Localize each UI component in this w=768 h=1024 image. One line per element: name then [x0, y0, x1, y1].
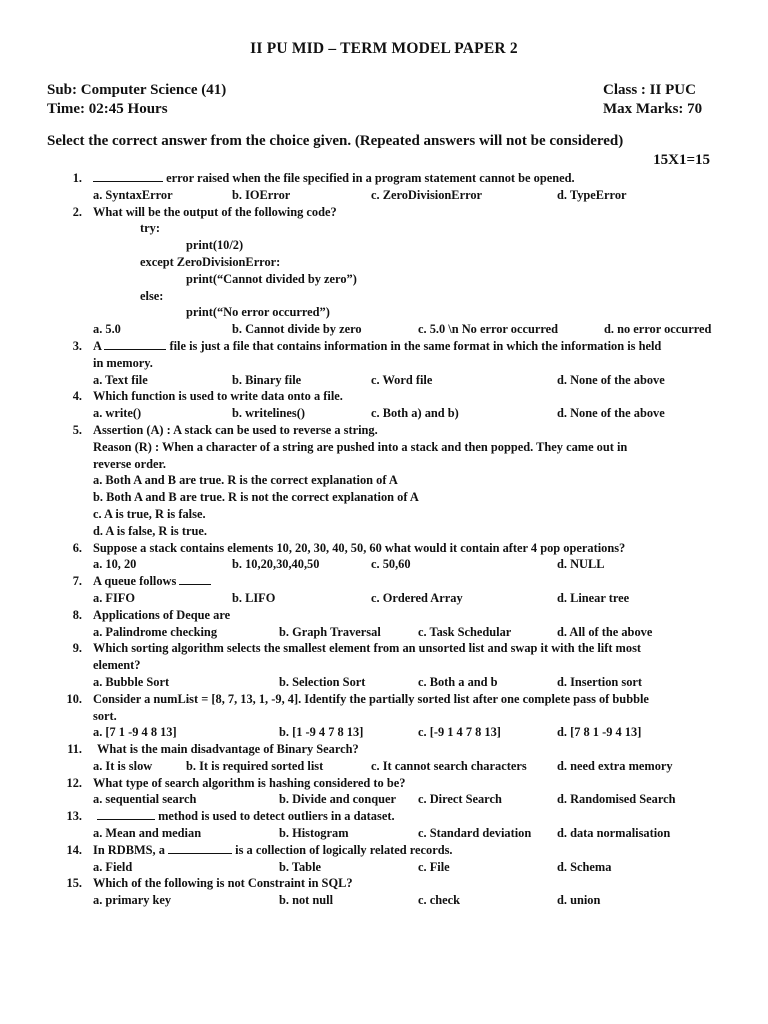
question-9 — [0, 640, 768, 690]
question-number: 1. — [72, 171, 82, 185]
option-d: d. [7 8 1 -9 4 13] — [557, 725, 642, 740]
option-d: d. Randomised Search — [557, 792, 676, 807]
option-c: c. Standard deviation — [418, 826, 532, 841]
question-13 — [0, 808, 768, 842]
question-7 — [0, 573, 768, 607]
question-number: 10. — [66, 691, 82, 706]
question-text: Which of the following is not Constraint in SQL? — [93, 876, 353, 891]
option-d: d. Insertion sort — [557, 674, 643, 689]
question-text: What will be the output of the following code? — [93, 204, 337, 219]
question-5 — [0, 422, 768, 540]
question-number: 9. — [72, 641, 82, 656]
class-label: Class : II PUC — [603, 82, 696, 98]
question-number: 12. — [66, 775, 82, 790]
question-number: 15. — [66, 876, 82, 891]
subject-label: Sub: Computer Science (41) — [47, 82, 227, 98]
question-2 — [0, 204, 768, 338]
option-c: c. Both a) and b) — [371, 406, 459, 421]
option-d: d. data normalisation — [557, 826, 671, 841]
option-b: b. Both A and B are true. R is not the correct explanation of A — [93, 490, 419, 505]
answer-blank — [168, 842, 232, 854]
option-a: a. Field — [93, 859, 133, 874]
answer-blank — [104, 338, 166, 350]
question-text: What is the main disadvantage of Binary Search? — [97, 742, 359, 757]
code-line: else: — [140, 288, 164, 303]
option-a: a. Mean and median — [93, 826, 202, 841]
option-c: c. A is true, R is false. — [93, 506, 206, 521]
question-8 — [0, 607, 768, 641]
option-b: b. Divide and conquer — [279, 792, 397, 807]
option-a: a. sequential search — [93, 792, 197, 807]
code-line: try: — [140, 221, 160, 236]
answer-blank — [179, 573, 211, 585]
option-b: b. [1 -9 4 7 8 13] — [279, 725, 364, 740]
option-b: b. Graph Traversal — [279, 624, 381, 639]
option-d: d. Linear tree — [557, 590, 630, 605]
option-c: c. ZeroDivisionError — [371, 187, 483, 202]
option-a: a. 10, 20 — [93, 557, 137, 572]
option-a: a. SyntaxError — [93, 187, 173, 202]
option-c: c. [-9 1 4 7 8 13] — [418, 725, 501, 740]
question-text-continued: in memory. — [93, 355, 153, 370]
option-c: c. Task Schedular — [418, 624, 512, 639]
question-number: 11. — [67, 742, 82, 757]
option-b: b. It is required sorted list — [186, 758, 324, 773]
question-text: file is just a file that contains information in the same format in which the information is held — [169, 338, 662, 353]
question-text: Suppose a stack contains elements 10, 20, 30, 40, 50, 60 what would it contain after 4 pop operations? — [93, 540, 626, 555]
question-text: A queue follows — [93, 574, 177, 589]
question-6 — [0, 540, 768, 574]
question-11 — [0, 741, 768, 775]
question-text: Which sorting algorithm selects the smallest element from an unsorted list and swap it with the lift most — [93, 641, 642, 656]
question-text: error raised when the file specified in a program statement cannot be opened. — [166, 171, 575, 185]
code-line: print(“Cannot divided by zero”) — [186, 271, 357, 286]
option-c: c. 50,60 — [371, 557, 411, 572]
code-line: except ZeroDivisionError: — [140, 254, 281, 269]
question-number: 6. — [72, 540, 82, 555]
option-b: b. not null — [279, 893, 334, 908]
option-b: b. Binary file — [232, 372, 302, 387]
option-b: b. LIFO — [232, 590, 276, 605]
question-text: method is used to detect outliers in a dataset. — [158, 809, 395, 824]
time-label: Time: 02:45 Hours — [47, 101, 168, 117]
option-a: a. write() — [93, 406, 142, 421]
option-a: a. Palindrome checking — [93, 624, 218, 639]
option-c: c. Both a and b — [418, 674, 498, 689]
option-d: d. Schema — [557, 859, 612, 874]
question-number: 8. — [72, 607, 82, 622]
option-a: a. primary key — [93, 893, 172, 908]
question-prefix: A — [93, 338, 102, 353]
question-12 — [0, 775, 768, 809]
option-d: d. need extra memory — [557, 758, 673, 773]
question-prefix: In RDBMS, a — [93, 842, 165, 857]
option-d: d. union — [557, 893, 601, 908]
question-text-continued: element? — [93, 658, 141, 673]
question-text: Which function is used to write data onto a file. — [93, 389, 343, 404]
option-d: d. All of the above — [557, 624, 653, 639]
question-number: 14. — [66, 842, 82, 857]
question-text: Consider a numList = [8, 7, 13, 1, -9, 4]. Identify the partially sorted list after one complete pass of bubble — [93, 691, 649, 706]
question-text-continued: sort. — [93, 708, 117, 723]
option-d: d. None of the above — [557, 372, 665, 387]
option-a: a. FIFO — [93, 590, 135, 605]
option-a: a. Text file — [93, 372, 148, 387]
option-d: d. no error occurred — [604, 322, 712, 337]
option-c: c. It cannot search characters — [371, 758, 527, 773]
code-line: print(“No error occurred”) — [186, 305, 330, 320]
option-a: a. Bubble Sort — [93, 674, 170, 689]
reason-text: Reason (R) : When a character of a string are pushed into a stack and then popped. They came out in — [93, 439, 628, 454]
option-c: c. Ordered Array — [371, 590, 463, 605]
section-instruction: Select the correct answer from the choice given. (Repeated answers will not be considered) — [47, 133, 624, 149]
option-b: b. writelines() — [232, 406, 305, 421]
option-c: c. File — [418, 859, 450, 874]
option-b: b. Cannot divide by zero — [232, 322, 362, 337]
code-line: print(10/2) — [186, 238, 244, 253]
option-d: d. TypeError — [557, 187, 627, 202]
option-c: c. Direct Search — [418, 792, 502, 807]
option-c: c. Word file — [371, 372, 433, 387]
question-14 — [0, 842, 768, 876]
question-list — [0, 170, 768, 909]
question-number: 3. — [72, 338, 82, 353]
paper-title: II PU MID – TERM MODEL PAPER 2 — [250, 40, 518, 57]
question-text: Applications of Deque are — [93, 607, 231, 622]
answer-blank — [97, 808, 155, 820]
section-marks: 15X1=15 — [653, 152, 710, 168]
question-3 — [0, 338, 768, 388]
option-c: c. 5.0 \n No error occurred — [418, 322, 559, 337]
option-d: d. NULL — [557, 557, 605, 572]
question-1 — [0, 170, 768, 204]
answer-blank — [93, 170, 163, 182]
question-text: What type of search algorithm is hashing considered to be? — [93, 775, 406, 790]
option-b: b. IOError — [232, 187, 291, 202]
question-number: 4. — [72, 389, 82, 404]
question-number: 7. — [72, 574, 82, 589]
question-text: is a collection of logically related records. — [235, 842, 453, 857]
question-10 — [0, 691, 768, 741]
option-a: a. 5.0 — [93, 322, 121, 337]
question-15 — [0, 875, 768, 909]
option-b: b. Histogram — [279, 826, 349, 841]
option-d: d. None of the above — [557, 406, 665, 421]
assertion-text: Assertion (A) : A stack can be used to reverse a string. — [93, 422, 378, 437]
option-b: b. Table — [279, 859, 322, 874]
option-b: b. 10,20,30,40,50 — [232, 557, 320, 572]
option-c: c. check — [418, 893, 460, 908]
option-a: a. [7 1 -9 4 8 13] — [93, 725, 177, 740]
option-a: a. It is slow — [93, 758, 153, 773]
max-marks-label: Max Marks: 70 — [603, 101, 703, 117]
question-number: 2. — [72, 204, 82, 219]
question-4 — [0, 388, 768, 422]
question-number: 13. — [66, 809, 82, 824]
option-a: a. Both A and B are true. R is the correct explanation of A — [93, 473, 398, 488]
question-number: 5. — [72, 422, 82, 437]
reason-text-continued: reverse order. — [93, 456, 166, 471]
option-d: d. A is false, R is true. — [93, 523, 207, 538]
option-b: b. Selection Sort — [279, 674, 366, 689]
